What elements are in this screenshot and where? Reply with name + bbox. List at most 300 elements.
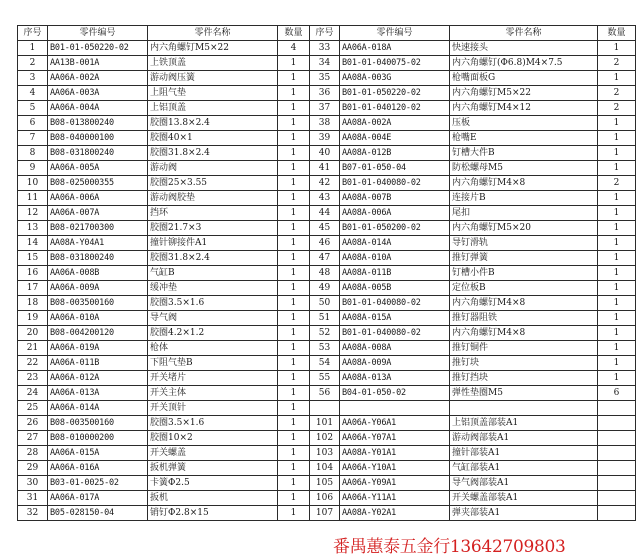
- table-row: [18, 41, 636, 56]
- table-header-row: [18, 26, 636, 41]
- qty-cell: 1: [278, 56, 310, 71]
- seq-no-cell: 28: [18, 446, 48, 461]
- qty-cell: [598, 401, 636, 416]
- qty-cell: 1: [598, 251, 636, 266]
- table-row: [18, 401, 636, 416]
- seq-no-cell: 56: [310, 386, 340, 401]
- qty-cell: 2: [598, 56, 636, 71]
- table-row: [18, 191, 636, 206]
- qty-cell: 1: [278, 356, 310, 371]
- seq-no-cell: 41: [310, 161, 340, 176]
- seq-no-cell: 103: [310, 446, 340, 461]
- qty-cell: 1: [278, 281, 310, 296]
- part-code-cell: AA08A-013A: [340, 371, 450, 386]
- seq-no-cell: 31: [18, 491, 48, 506]
- part-code-cell: AA06A-014A: [48, 401, 148, 416]
- part-code-cell: B01-01-040080-02: [340, 326, 450, 341]
- part-code-cell: AA06A-004A: [48, 101, 148, 116]
- qty-cell: 1: [278, 386, 310, 401]
- part-name-cell: 推钉弹簧: [450, 251, 598, 266]
- qty-cell: 1: [598, 206, 636, 221]
- seq-no-cell: 6: [18, 116, 48, 131]
- table-row: [18, 386, 636, 401]
- part-code-cell: B04-01-050-02: [340, 386, 450, 401]
- table-row: [18, 281, 636, 296]
- part-code-cell: AA06A-019A: [48, 341, 148, 356]
- part-name-cell: 上阻气垫: [148, 86, 278, 101]
- part-code-cell: AA08A-003G: [340, 71, 450, 86]
- qty-cell: 1: [598, 71, 636, 86]
- header-part-code: 零件编号: [340, 26, 450, 41]
- part-name-cell: 游动阀胶垫: [148, 191, 278, 206]
- table-row: [18, 131, 636, 146]
- part-name-cell: 气缸B: [148, 266, 278, 281]
- qty-cell: 1: [278, 311, 310, 326]
- qty-cell: 1: [278, 191, 310, 206]
- part-code-cell: B05-028150-04: [48, 506, 148, 521]
- part-name-cell: 开关主体: [148, 386, 278, 401]
- table-row: [18, 341, 636, 356]
- part-code-cell: AA06A-010A: [48, 311, 148, 326]
- seq-no-cell: 55: [310, 371, 340, 386]
- seq-no-cell: 40: [310, 146, 340, 161]
- qty-cell: 1: [278, 401, 310, 416]
- qty-cell: 1: [278, 476, 310, 491]
- table-row: [18, 416, 636, 431]
- seq-no-cell: 4: [18, 86, 48, 101]
- qty-cell: 1: [598, 221, 636, 236]
- qty-cell: [598, 476, 636, 491]
- table-row: [18, 161, 636, 176]
- header-part-name: 零件名称: [450, 26, 598, 41]
- part-name-cell: 内六角螺钉M4×8: [450, 296, 598, 311]
- seq-no-cell: 24: [18, 386, 48, 401]
- seq-no-cell: 11: [18, 191, 48, 206]
- qty-cell: 1: [278, 101, 310, 116]
- seq-no-cell: 10: [18, 176, 48, 191]
- part-code-cell: AA06A-007A: [48, 206, 148, 221]
- part-name-cell: 胶圈40×1: [148, 131, 278, 146]
- qty-cell: 1: [278, 236, 310, 251]
- part-name-cell: 推钉挡块: [450, 371, 598, 386]
- qty-cell: 1: [598, 356, 636, 371]
- part-name-cell: [450, 401, 598, 416]
- qty-cell: 1: [278, 461, 310, 476]
- seq-no-cell: 46: [310, 236, 340, 251]
- qty-cell: 1: [278, 326, 310, 341]
- seq-no-cell: 27: [18, 431, 48, 446]
- part-name-cell: 上铁顶盖: [148, 56, 278, 71]
- seq-no-cell: 38: [310, 116, 340, 131]
- parts-list-table: [17, 25, 636, 521]
- part-code-cell: AA06A-012A: [48, 371, 148, 386]
- part-code-cell: AA08A-005B: [340, 281, 450, 296]
- qty-cell: [598, 506, 636, 521]
- part-name-cell: 胶圈3.5×1.6: [148, 296, 278, 311]
- qty-cell: 1: [598, 341, 636, 356]
- table-row: [18, 506, 636, 521]
- qty-cell: 1: [598, 296, 636, 311]
- part-code-cell: AA08A-007B: [340, 191, 450, 206]
- part-name-cell: 扳机: [148, 491, 278, 506]
- part-code-cell: AA06A-016A: [48, 461, 148, 476]
- seq-no-cell: 39: [310, 131, 340, 146]
- part-code-cell: AA06A-018A: [340, 41, 450, 56]
- header-part-name: 零件名称: [148, 26, 278, 41]
- qty-cell: 1: [598, 266, 636, 281]
- seq-no-cell: 106: [310, 491, 340, 506]
- part-name-cell: 游动阀部装A1: [450, 431, 598, 446]
- part-name-cell: 卡簧Φ2.5: [148, 476, 278, 491]
- part-code-cell: B07-01-050-04: [340, 161, 450, 176]
- qty-cell: 2: [598, 176, 636, 191]
- table-row: [18, 116, 636, 131]
- qty-cell: [598, 446, 636, 461]
- part-name-cell: 防松螺母M5: [450, 161, 598, 176]
- qty-cell: 1: [278, 206, 310, 221]
- table-row: [18, 221, 636, 236]
- qty-cell: 4: [278, 41, 310, 56]
- part-name-cell: 内六角螺钉M4×8: [450, 326, 598, 341]
- part-code-cell: B01-01-040075-02: [340, 56, 450, 71]
- seq-no-cell: 101: [310, 416, 340, 431]
- part-code-cell: [340, 401, 450, 416]
- table-row: [18, 491, 636, 506]
- part-name-cell: 定位板B: [450, 281, 598, 296]
- seq-no-cell: 105: [310, 476, 340, 491]
- header-seq-no: 序号: [18, 26, 48, 41]
- qty-cell: [598, 416, 636, 431]
- table-row: [18, 251, 636, 266]
- part-code-cell: AA06A-008B: [48, 266, 148, 281]
- part-code-cell: AA08A-014A: [340, 236, 450, 251]
- part-name-cell: 撞针铆接件A1: [148, 236, 278, 251]
- part-code-cell: AA06A-009A: [48, 281, 148, 296]
- part-code-cell: AA06A-Y07A1: [340, 431, 450, 446]
- qty-cell: 1: [278, 491, 310, 506]
- part-name-cell: 内六角螺钉M4×12: [450, 101, 598, 116]
- seq-no-cell: 19: [18, 311, 48, 326]
- seq-no-cell: 52: [310, 326, 340, 341]
- part-code-cell: AA08A-008A: [340, 341, 450, 356]
- part-name-cell: 推钉块: [450, 356, 598, 371]
- seq-no-cell: 20: [18, 326, 48, 341]
- part-name-cell: 内六角螺钉M5×20: [450, 221, 598, 236]
- seq-no-cell: 1: [18, 41, 48, 56]
- qty-cell: 1: [278, 86, 310, 101]
- part-code-cell: B08-013800240: [48, 116, 148, 131]
- part-name-cell: 弹性垫圈M5: [450, 386, 598, 401]
- part-code-cell: B01-01-040080-02: [340, 176, 450, 191]
- qty-cell: [598, 431, 636, 446]
- part-code-cell: AA08A-015A: [340, 311, 450, 326]
- qty-cell: 1: [278, 161, 310, 176]
- part-code-cell: B08-031800240: [48, 251, 148, 266]
- qty-cell: 1: [278, 116, 310, 131]
- qty-cell: 1: [598, 281, 636, 296]
- part-code-cell: B08-021700300: [48, 221, 148, 236]
- table-row: [18, 71, 636, 86]
- part-name-cell: 钉槽小件B: [450, 266, 598, 281]
- seq-no-cell: 47: [310, 251, 340, 266]
- part-code-cell: B01-01-050200-02: [340, 221, 450, 236]
- seq-no-cell: 18: [18, 296, 48, 311]
- part-code-cell: B08-010000200: [48, 431, 148, 446]
- part-code-cell: AA08A-Y04A1: [48, 236, 148, 251]
- table-row: [18, 326, 636, 341]
- part-name-cell: 胶圈4.2×1.2: [148, 326, 278, 341]
- part-code-cell: AA13B-001A: [48, 56, 148, 71]
- part-name-cell: 气缸部装A1: [450, 461, 598, 476]
- table-row: [18, 236, 636, 251]
- seq-no-cell: 44: [310, 206, 340, 221]
- table-row: [18, 371, 636, 386]
- part-code-cell: B08-031800240: [48, 146, 148, 161]
- seq-no-cell: 12: [18, 206, 48, 221]
- part-code-cell: B08-003500160: [48, 416, 148, 431]
- part-name-cell: 胶圈25×3.55: [148, 176, 278, 191]
- seq-no-cell: 51: [310, 311, 340, 326]
- qty-cell: 1: [598, 236, 636, 251]
- qty-cell: 1: [278, 431, 310, 446]
- table-row: [18, 176, 636, 191]
- seq-no-cell: 49: [310, 281, 340, 296]
- qty-cell: 1: [278, 176, 310, 191]
- part-code-cell: AA08A-009A: [340, 356, 450, 371]
- table-row: [18, 101, 636, 116]
- seq-no-cell: 5: [18, 101, 48, 116]
- qty-cell: 1: [598, 116, 636, 131]
- qty-cell: 1: [278, 266, 310, 281]
- seq-no-cell: 36: [310, 86, 340, 101]
- part-name-cell: 导气阀: [148, 311, 278, 326]
- seq-no-cell: 7: [18, 131, 48, 146]
- part-code-cell: AA06A-002A: [48, 71, 148, 86]
- part-code-cell: B01-01-040120-02: [340, 101, 450, 116]
- table-row: [18, 431, 636, 446]
- qty-cell: 1: [598, 326, 636, 341]
- table-row: [18, 476, 636, 491]
- table-row: [18, 146, 636, 161]
- part-code-cell: AA06A-Y11A1: [340, 491, 450, 506]
- qty-cell: 1: [598, 131, 636, 146]
- seq-no-cell: 30: [18, 476, 48, 491]
- part-name-cell: 上铝顶盖: [148, 101, 278, 116]
- qty-cell: 1: [598, 161, 636, 176]
- part-code-cell: AA06A-005A: [48, 161, 148, 176]
- qty-cell: 1: [278, 146, 310, 161]
- qty-cell: 1: [278, 446, 310, 461]
- seq-no-cell: 14: [18, 236, 48, 251]
- seq-no-cell: 25: [18, 401, 48, 416]
- part-name-cell: 内六角螺钉M5×22: [450, 86, 598, 101]
- seq-no-cell: 15: [18, 251, 48, 266]
- seq-no-cell: 22: [18, 356, 48, 371]
- qty-cell: 1: [598, 371, 636, 386]
- part-code-cell: AA06A-013A: [48, 386, 148, 401]
- part-code-cell: B01-01-050220-02: [48, 41, 148, 56]
- header-qty: 数量: [278, 26, 310, 41]
- part-name-cell: 撞针部装A1: [450, 446, 598, 461]
- table-row: [18, 311, 636, 326]
- qty-cell: 1: [598, 41, 636, 56]
- seq-no-cell: 48: [310, 266, 340, 281]
- part-name-cell: 销钉Φ2.8×15: [148, 506, 278, 521]
- part-code-cell: AA06A-017A: [48, 491, 148, 506]
- part-name-cell: 内六角螺钉M5×22: [148, 41, 278, 56]
- qty-cell: [598, 491, 636, 506]
- part-code-cell: B01-01-040080-02: [340, 296, 450, 311]
- part-code-cell: AA08A-004E: [340, 131, 450, 146]
- qty-cell: 1: [598, 146, 636, 161]
- part-name-cell: 枪体: [148, 341, 278, 356]
- seq-no-cell: 43: [310, 191, 340, 206]
- part-name-cell: 扳机弹簧: [148, 461, 278, 476]
- part-name-cell: 快速接头: [450, 41, 598, 56]
- part-name-cell: 胶圈13.8×2.4: [148, 116, 278, 131]
- part-name-cell: 枪嘴面板G: [450, 71, 598, 86]
- part-name-cell: 胶圈31.8×2.4: [148, 251, 278, 266]
- table-row: [18, 266, 636, 281]
- table-row: [18, 356, 636, 371]
- header-part-code: 零件编号: [48, 26, 148, 41]
- part-name-cell: 胶圈10×2: [148, 431, 278, 446]
- part-code-cell: AA06A-006A: [48, 191, 148, 206]
- part-name-cell: 内六角螺钉M4×8: [450, 176, 598, 191]
- seq-no-cell: 42: [310, 176, 340, 191]
- table-row: [18, 86, 636, 101]
- qty-cell: 2: [598, 101, 636, 116]
- header-qty: 数量: [598, 26, 636, 41]
- part-code-cell: B08-025000355: [48, 176, 148, 191]
- header-seq-no: 序号: [310, 26, 340, 41]
- seq-no-cell: 45: [310, 221, 340, 236]
- qty-cell: 6: [598, 386, 636, 401]
- part-code-cell: B01-01-050220-02: [340, 86, 450, 101]
- seq-no-cell: 9: [18, 161, 48, 176]
- part-code-cell: AA08A-Y02A1: [340, 506, 450, 521]
- part-name-cell: 胶圈3.5×1.6: [148, 416, 278, 431]
- part-code-cell: AA06A-011B: [48, 356, 148, 371]
- part-code-cell: AA06A-003A: [48, 86, 148, 101]
- part-name-cell: 钉槽大件B: [450, 146, 598, 161]
- seq-no-cell: 35: [310, 71, 340, 86]
- qty-cell: 1: [278, 371, 310, 386]
- seq-no-cell: 107: [310, 506, 340, 521]
- seq-no-cell: 13: [18, 221, 48, 236]
- seq-no-cell: 102: [310, 431, 340, 446]
- part-code-cell: AA08A-012B: [340, 146, 450, 161]
- qty-cell: 1: [278, 296, 310, 311]
- qty-cell: 1: [278, 131, 310, 146]
- qty-cell: 1: [598, 311, 636, 326]
- footer-contact-text: 番禺蕙泰五金行13642709803: [333, 537, 566, 557]
- part-name-cell: 胶圈21.7×3: [148, 221, 278, 236]
- qty-cell: 1: [598, 191, 636, 206]
- part-name-cell: 上铝顶盖部装A1: [450, 416, 598, 431]
- part-name-cell: 导钉滑轨: [450, 236, 598, 251]
- table-row: [18, 296, 636, 311]
- part-name-cell: 弹夹部装A1: [450, 506, 598, 521]
- part-code-cell: AA06A-Y06A1: [340, 416, 450, 431]
- table-row: [18, 446, 636, 461]
- part-code-cell: B08-003500160: [48, 296, 148, 311]
- part-name-cell: 推钉铜件: [450, 341, 598, 356]
- seq-no-cell: 53: [310, 341, 340, 356]
- part-name-cell: 游动阀: [148, 161, 278, 176]
- part-code-cell: AA08A-002A: [340, 116, 450, 131]
- part-name-cell: 挡环: [148, 206, 278, 221]
- seq-no-cell: 23: [18, 371, 48, 386]
- qty-cell: 1: [278, 251, 310, 266]
- seq-no-cell: 32: [18, 506, 48, 521]
- table-body: [18, 41, 636, 521]
- seq-no-cell: 50: [310, 296, 340, 311]
- table-row: [18, 56, 636, 71]
- part-name-cell: 尾扣: [450, 206, 598, 221]
- qty-cell: 1: [278, 506, 310, 521]
- qty-cell: [598, 461, 636, 476]
- seq-no-cell: 2: [18, 56, 48, 71]
- part-name-cell: 胶圈31.8×2.4: [148, 146, 278, 161]
- qty-cell: 2: [598, 86, 636, 101]
- qty-cell: 1: [278, 71, 310, 86]
- qty-cell: 1: [278, 341, 310, 356]
- part-name-cell: 开关堵片: [148, 371, 278, 386]
- seq-no-cell: 16: [18, 266, 48, 281]
- part-name-cell: 枪嘴E: [450, 131, 598, 146]
- qty-cell: 1: [278, 221, 310, 236]
- part-code-cell: B03-01-0025-02: [48, 476, 148, 491]
- part-name-cell: 压板: [450, 116, 598, 131]
- part-name-cell: 下阻气垫B: [148, 356, 278, 371]
- seq-no-cell: 8: [18, 146, 48, 161]
- part-code-cell: AA08A-Y01A1: [340, 446, 450, 461]
- part-code-cell: AA06A-015A: [48, 446, 148, 461]
- seq-no-cell: 21: [18, 341, 48, 356]
- part-name-cell: 游动阀压簧: [148, 71, 278, 86]
- seq-no-cell: 26: [18, 416, 48, 431]
- part-name-cell: 开关螺盖: [148, 446, 278, 461]
- part-name-cell: 推钉器阻铁: [450, 311, 598, 326]
- seq-no-cell: 34: [310, 56, 340, 71]
- part-name-cell: 内六角螺钉(Φ6.8)M4×7.5: [450, 56, 598, 71]
- part-name-cell: 开关螺盖部装A1: [450, 491, 598, 506]
- part-name-cell: 导气阀部装A1: [450, 476, 598, 491]
- seq-no-cell: 17: [18, 281, 48, 296]
- seq-no-cell: 54: [310, 356, 340, 371]
- part-code-cell: B08-004200120: [48, 326, 148, 341]
- part-code-cell: AA08A-010A: [340, 251, 450, 266]
- seq-no-cell: 33: [310, 41, 340, 56]
- seq-no-cell: [310, 401, 340, 416]
- part-code-cell: AA08A-006A: [340, 206, 450, 221]
- table-row: [18, 206, 636, 221]
- part-name-cell: 缓冲垫: [148, 281, 278, 296]
- seq-no-cell: 29: [18, 461, 48, 476]
- seq-no-cell: 3: [18, 71, 48, 86]
- seq-no-cell: 37: [310, 101, 340, 116]
- part-name-cell: 开关顶针: [148, 401, 278, 416]
- qty-cell: 1: [278, 416, 310, 431]
- part-code-cell: AA06A-Y10A1: [340, 461, 450, 476]
- table-row: [18, 461, 636, 476]
- seq-no-cell: 104: [310, 461, 340, 476]
- part-code-cell: AA08A-011B: [340, 266, 450, 281]
- part-code-cell: AA06A-Y09A1: [340, 476, 450, 491]
- part-name-cell: 连接片B: [450, 191, 598, 206]
- part-code-cell: B08-040000100: [48, 131, 148, 146]
